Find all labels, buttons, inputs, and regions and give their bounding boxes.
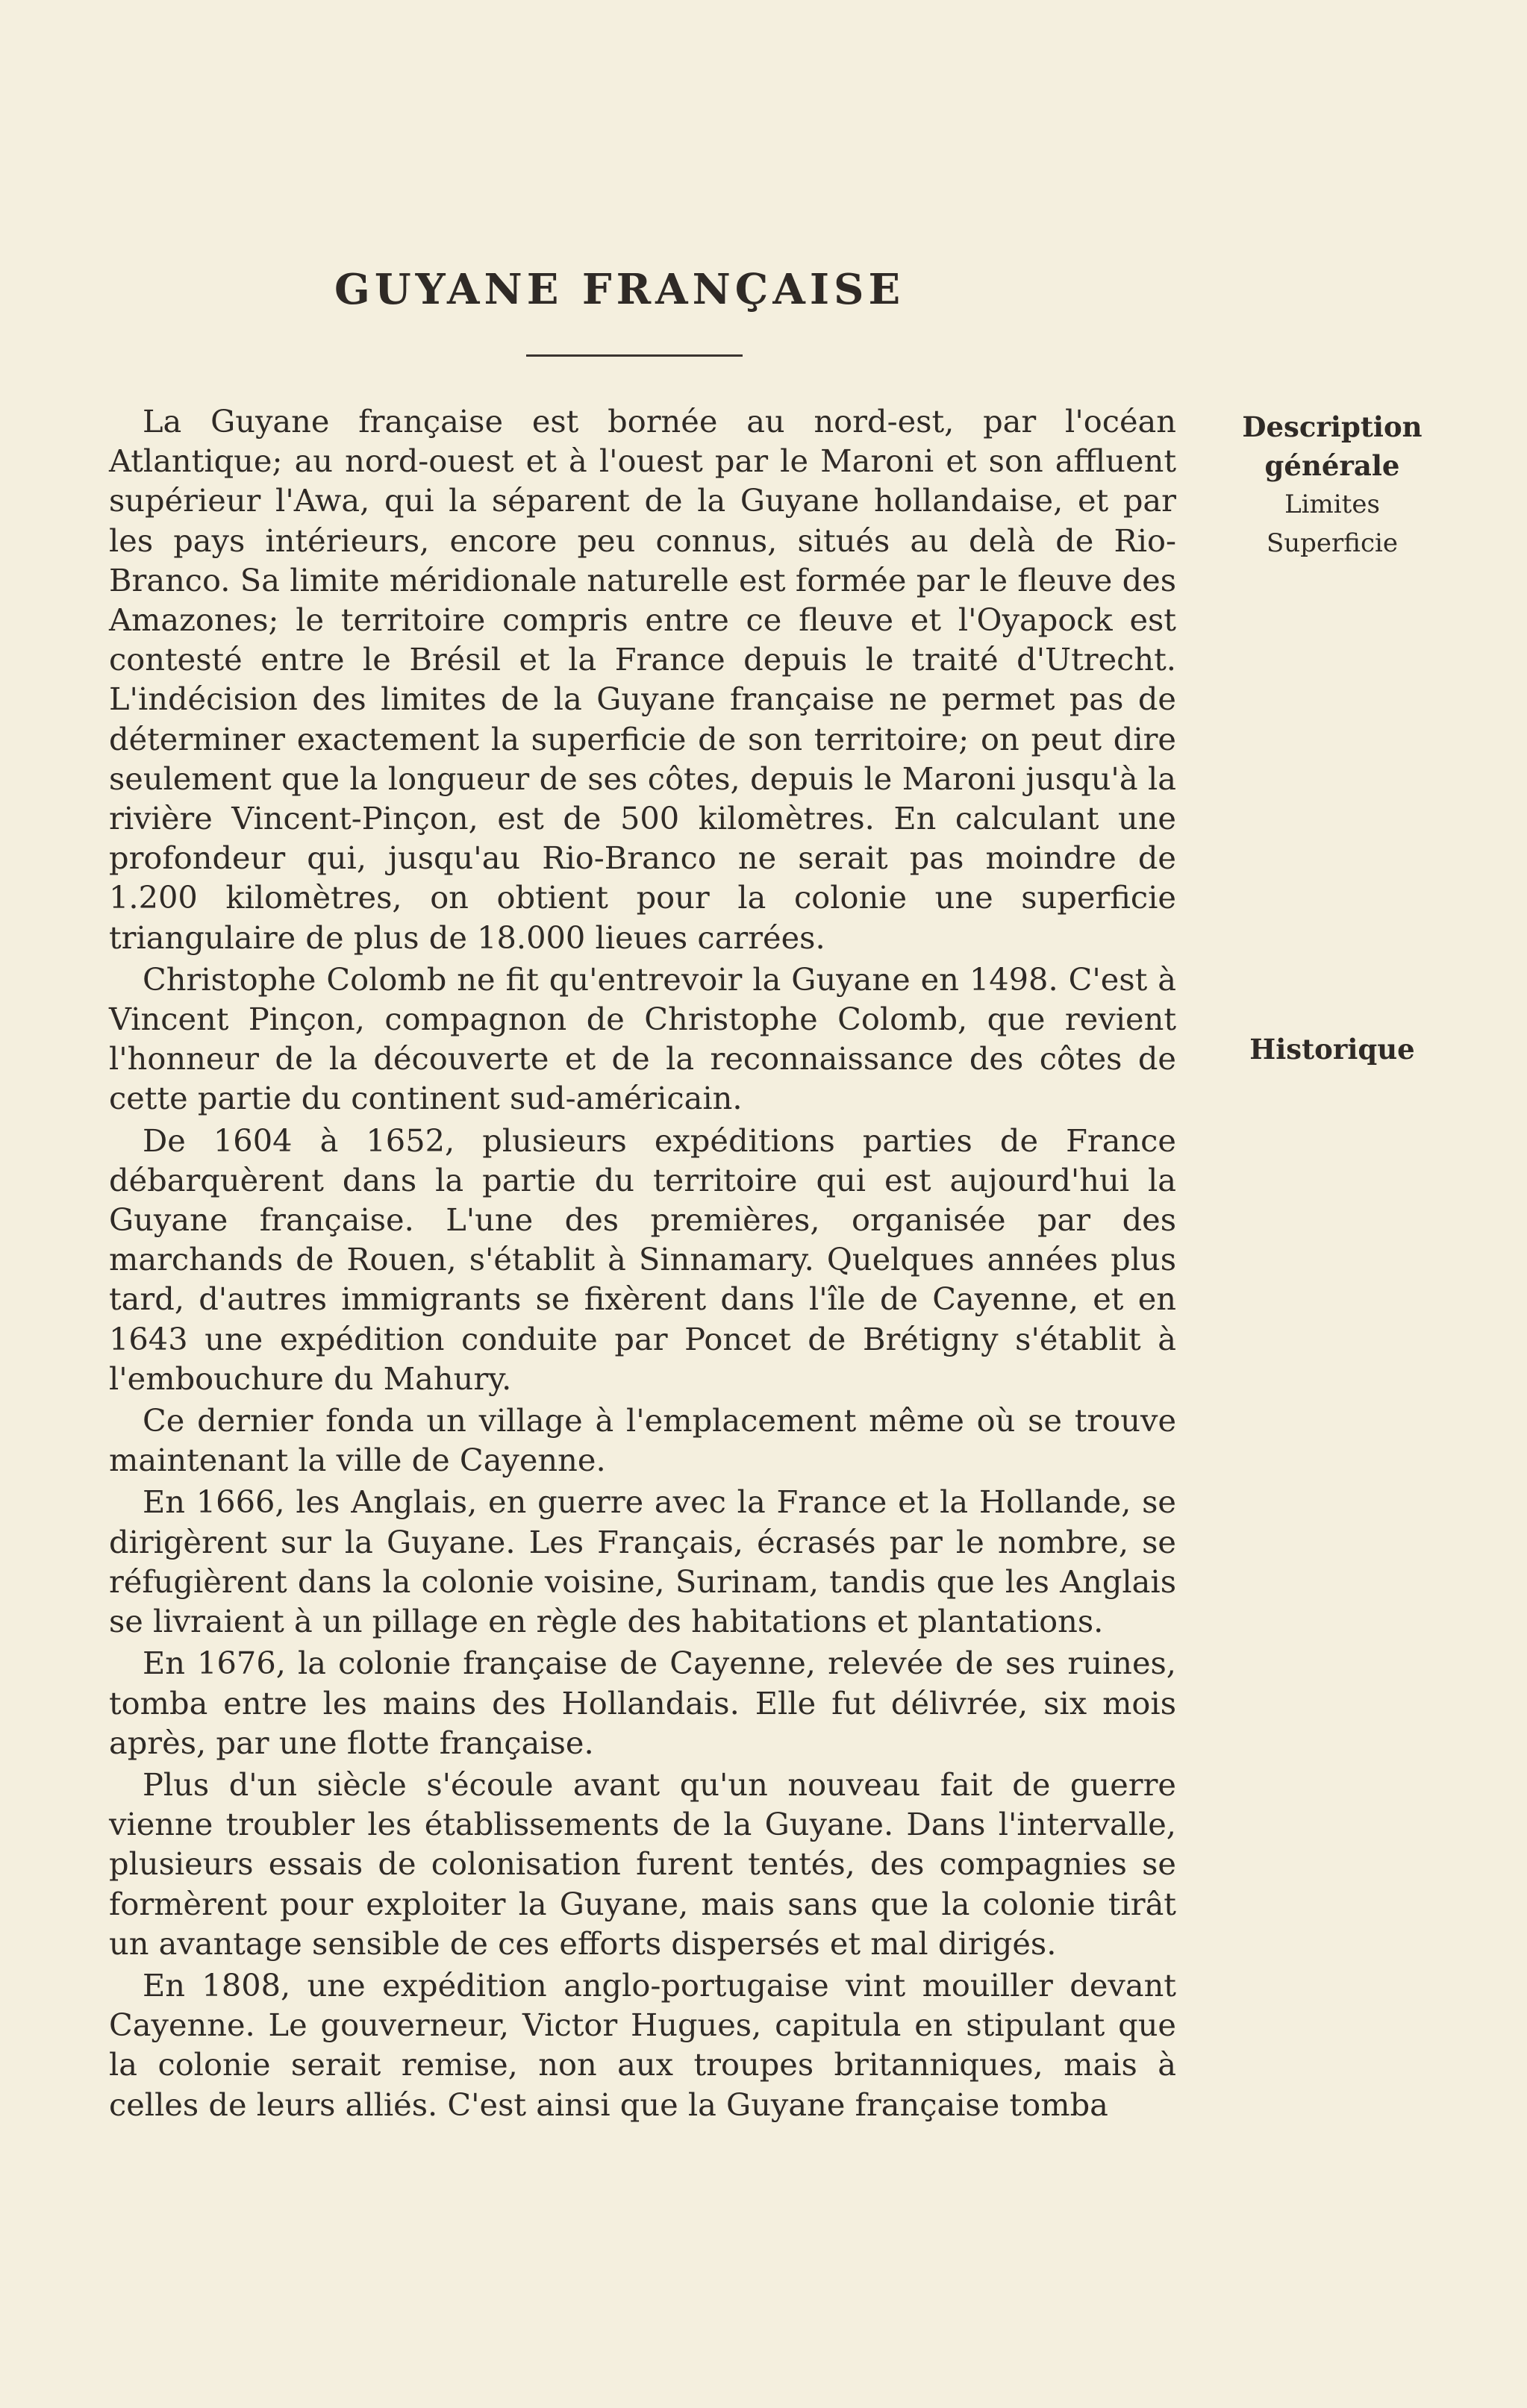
paragraph: En 1676, la colonie française de Cayenne, relevée de ses ruines, tomba entre les mains des Hollandais. Elle fut délivrée, six mois après, par une flotte française. <box>109 1645 1176 1761</box>
page-title: GUYANE FRANÇAISE <box>334 265 905 314</box>
paragraph: Christophe Colomb ne fit qu'entrevoir la Guyane en 1498. C'est à Vincent Pinçon, compagnon de Christophe Colomb, que revient l'honneur de la découverte et de la reconnaissance des côtes de cette partie du continent sud-américain. <box>109 960 1176 1117</box>
paragraph: De 1604 à 1652, plusieurs expéditions parties de France débarquèrent dans la partie du territoire qui est aujourd'hui la Guyane française. L'une des premières, organisée par des marchands de Rouen, s'établit à Sinnamary. Quelques années plus tard, d'autres immigrants se fixèrent dans l'île de Cayenne, et en 1643 une expédition conduite par Poncet de Brétigny s'établit à l'embouchure du Mahury. <box>109 1122 1176 1397</box>
margin-note-line: Superficie <box>1266 528 1399 558</box>
margin-note-line: Description <box>1242 410 1423 443</box>
margin-note-line: générale <box>1264 449 1400 482</box>
paragraph: La Guyane française est bornée au nord-est, par l'océan Atlantique; au nord-ouest et à l'ouest par le Maroni et son affluent supérieur l'Awa, qui la séparent de la Guyane hollandaise, et par les pays intérieurs, encore peu connus, situés au delà de Rio-Branco. Sa limite méridionale naturelle est formée par le fleuve des Amazones; le territoire compris entre ce fleuve et l'Oyapock est contesté entre le Brésil et la France depuis le traité d'Utrecht. L'indécision des limites de la Guyane française ne permet pas de déterminer exactement la superficie de son territoire; on peut dire seulement que la longueur de ses côtes, depuis le Maroni jusqu'à la rivière Vincent-Pinçon, est de 500 kilomètres. En calculant une profondeur qui, jusqu'au Rio-Branco ne serait pas moindre de 1.200 kilomètres, on obtient pour la colonie une superficie triangulaire de plus de 18.000 lieues carrées. <box>109 403 1176 956</box>
paragraph: En 1666, les Anglais, en guerre avec la France et la Hollande, se dirigèrent sur la Guyane. Les Français, écrasés par le nombre, se réfugièrent dans la colonie voisine, Surinam, tandis que les Anglais se livraient à un pillage en règle des habitations et plantations. <box>109 1483 1176 1640</box>
paragraph: Plus d'un siècle s'écoule avant qu'un nouveau fait de guerre vienne troubler les établissements de la Guyane. Dans l'intervalle, plusieurs essais de colonisation furent tentés, des compagnies se formèrent pour exploiter la Guyane, mais sans que la colonie tirât un avantage sensible de ces efforts dispersés et mal dirigés. <box>109 1766 1176 1962</box>
margin-note-description <box>1224 407 1440 563</box>
paragraph: En 1808, une expédition anglo-portugaise vint mouiller devant Cayenne. Le gouverneur, Victor Hugues, capitula en stipulant que la colonie serait remise, non aux troupes britanniques, mais à celles de leurs alliés. C'est ainsi que la Guyane française tomba <box>109 1966 1176 2123</box>
margin-note-historique: Historique <box>1249 1033 1415 1066</box>
paragraph: Ce dernier fonda un village à l'emplacement même où se trouve maintenant la ville de Cayenne. <box>109 1402 1176 1479</box>
margin-note-line: Limites <box>1284 490 1380 519</box>
title-rule <box>526 354 743 357</box>
body-text <box>109 401 1176 2127</box>
